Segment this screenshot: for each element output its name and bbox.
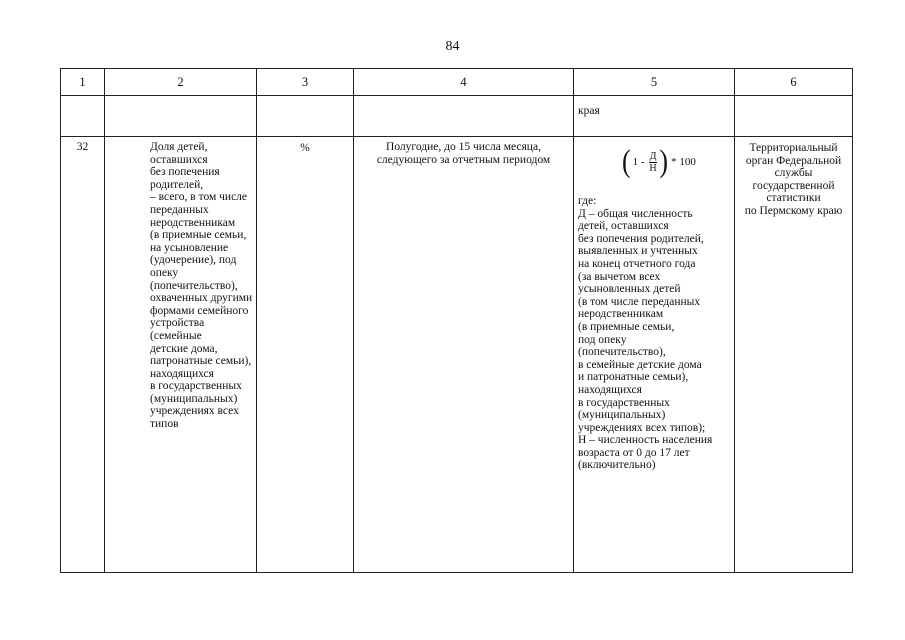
row-number: 32 [61,137,105,573]
unit: % [257,137,354,573]
formula-close-paren: ) [659,144,669,179]
formula-tail: * 100 [671,155,696,168]
indicators-table [60,68,853,573]
formula-fraction [649,151,658,174]
formula-one: 1 - [632,155,645,168]
cont-cell-5: края [574,96,735,137]
calculation-method [574,137,735,573]
table-row [61,137,853,573]
formula-numerator: Д [649,150,657,162]
cont-cell-1 [61,96,105,137]
header-col-5: 5 [574,69,735,96]
header-col-1: 1 [61,69,105,96]
reporting-period: Полугодие, до 15 числа месяца, следующего за отчетным периодом [354,137,574,573]
cont-cell-3 [257,96,354,137]
indicator-name: Доля детей, оставшихся без попечения родителей, – всего, в том числе переданных неродственникам (в приемные семьи, на усыновление (удочерение), под опеку (попечительство), охваченных другими формами семейного устройства (семейные детские дома, патронатные семьи), находящихся в государственных (муниципальных) учреждениях всех типов [105,137,257,573]
header-col-6: 6 [735,69,853,96]
header-col-3: 3 [257,69,354,96]
formula-open-paren: ( [622,144,631,179]
data-source: Территориальный орган Федеральной службы государственной статистики по Пермскому краю [735,137,853,573]
formula-denominator: Н [649,162,657,174]
formula [622,145,731,179]
header-col-4: 4 [354,69,574,96]
method-text: где: Д – общая численность детей, оставшихся без попечения родителей, выявленных и учтенных на конец отчетного года (за вычетом всех усыновленных детей (в том числе переданных неродственникам (в приемные семьи, под опеку (попечительство), в семейные детские дома и патронатные семьи), находящихся в государственных (муниципальных) учреждениях всех типов); Н – численность населения возраста от 0 до 17 лет (включительно) [578,195,713,472]
header-row [61,69,853,96]
cont-cell-6 [735,96,853,137]
cont-cell-2 [105,96,257,137]
header-col-2: 2 [105,69,257,96]
cont-cell-4 [354,96,574,137]
page-number: 84 [445,39,460,54]
continuation-row [61,96,853,137]
